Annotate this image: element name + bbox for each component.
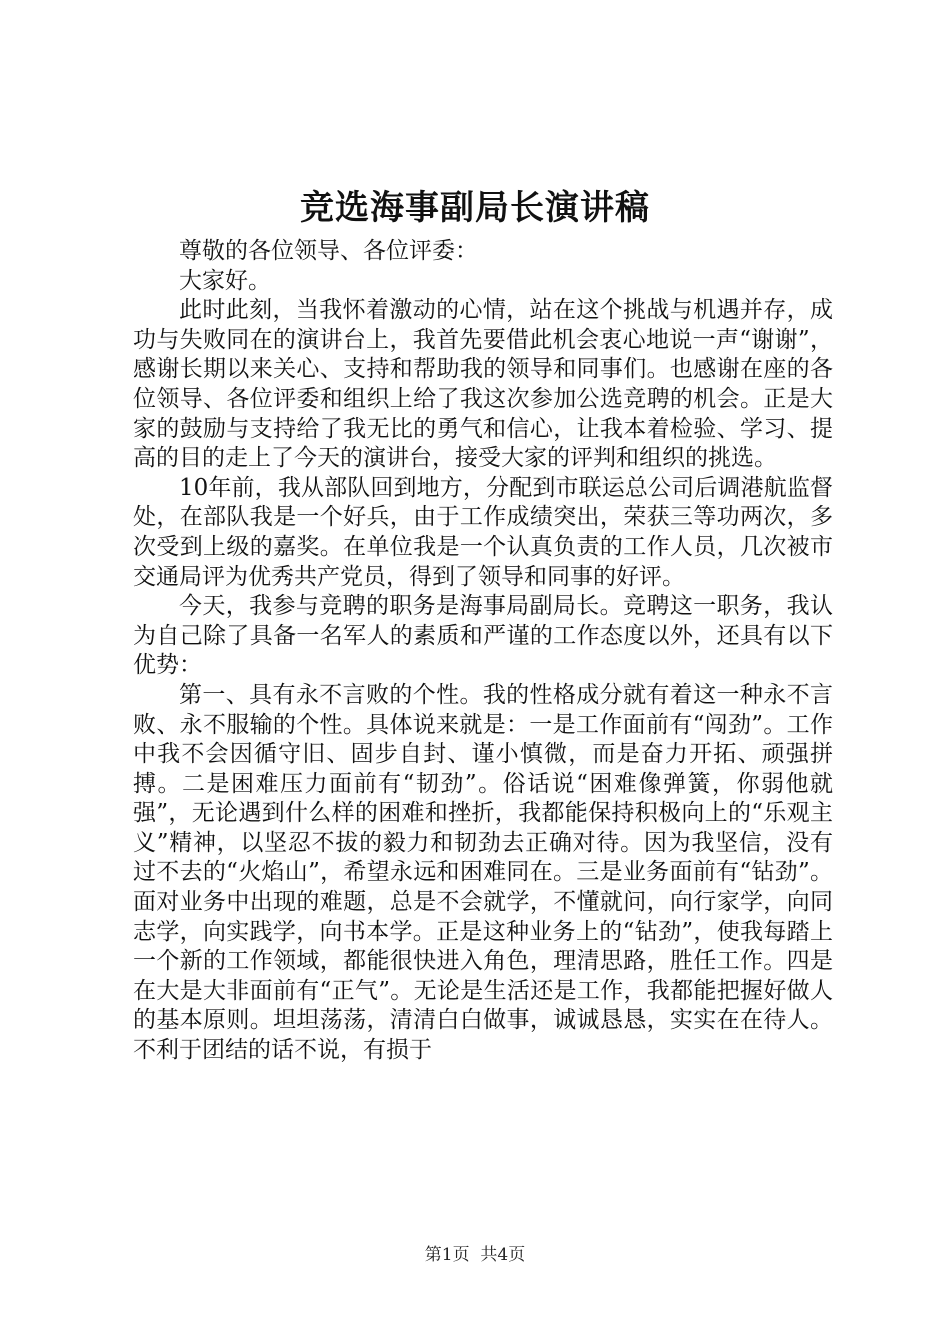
- greeting-paragraph: 大家好。: [179, 267, 271, 294]
- document-title: 竞选海事副局长演讲稿: [300, 188, 650, 228]
- background-paragraph: 10年前，我从部队回到地方，分配到市联运总公司后调港航监督处，在部队我是一个好兵，由于工作成绩突出，荣获三等功两次，多次受到上级的嘉奖。在单位我是一个认真负责的工作人员，几次被市交通局评为优秀共产党员，得到了领导和同事的好评。: [133, 474, 833, 590]
- page-footer: [0, 1244, 950, 1266]
- footer-spacer: [470, 1245, 481, 1265]
- opening-paragraph: 此时此刻，当我怀着激动的心情，站在这个挑战与机遇并存，成功与失败同在的演讲台上，我首先要借此机会衷心地说一声“谢谢”，感谢长期以来关心、支持和帮助我的领导和同事们。也感谢在座的各位领导、各位评委和组织上给了我这次参加公选竞聘的机会。正是大家的鼓励与支持给了我无比的勇气和信心，让我本着检验、学习、提高的目的走上了今天的演讲台，接受大家的评判和组织的挑选。: [133, 297, 833, 472]
- salutation-paragraph: 尊敬的各位领导、各位评委：: [179, 238, 478, 264]
- document-body: [133, 237, 833, 1066]
- page-number: 第1页: [424, 1245, 470, 1265]
- page-total: 共4页: [480, 1245, 526, 1265]
- advantage-one-paragraph: 第一、具有永不言败的个性。我的性格成分就有着这一种永不言败、永不服输的个性。具体说来就是：一是工作面前有“闯劲”。工作中我不会因循守旧、固步自封、谨小慎微，而是奋力开拓、顽强拼搏。二是困难压力面前有“韧劲”。俗话说“困难像弹簧，你弱他就强”，无论遇到什么样的困难和挫折，我都能保持积极向上的“乐观主义”精神，以坚忍不拔的毅力和韧劲去正确对待。因为我坚信，没有过不去的“火焰山”，希望永远和困难同在。三是业务面前有“钻劲”。面对业务中出现的难题，总是不会就学，不懂就问，向行家学，向同志学，向实践学，向书本学。正是这种业务上的“钻劲”，使我每踏上一个新的工作领域，都能很快进入角色，理清思路，胜任工作。四是在大是大非面前有“正气”。无论是生活还是工作，我都能把握好做人的基本原则。坦坦荡荡，清清白白做事，诚诚恳恳，实实在在待人。不利于团结的话不说，有损于: [133, 681, 833, 1064]
- position-paragraph: 今天，我参与竞聘的职务是海事局副局长。竞聘这一职务，我认为自己除了具备一名军人的素质和严谨的工作态度以外，还具有以下优势：: [133, 593, 833, 679]
